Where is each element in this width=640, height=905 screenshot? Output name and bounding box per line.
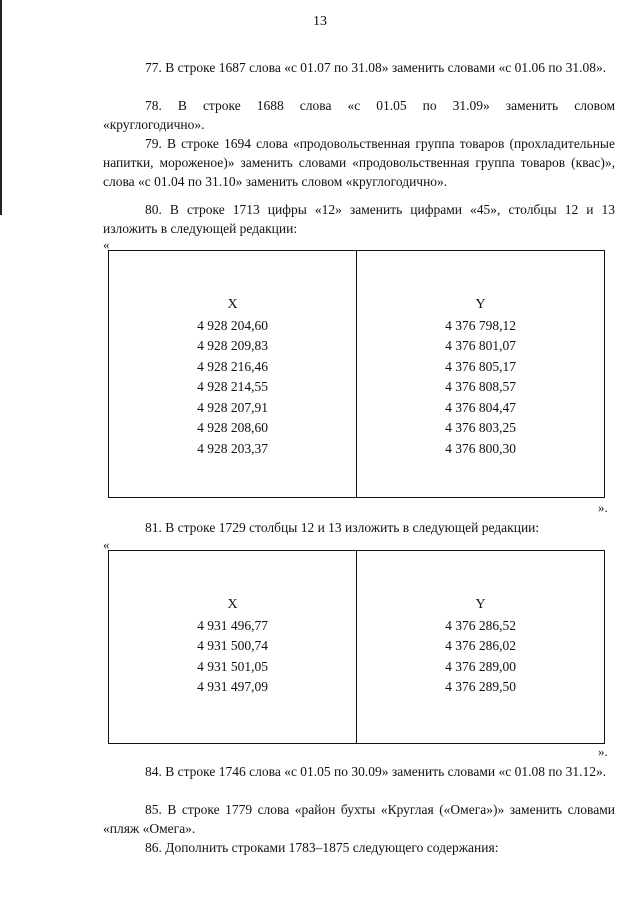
- table1-open-quote: «: [103, 237, 110, 252]
- page-number: 13: [313, 14, 327, 29]
- x-column-header: X: [227, 597, 238, 612]
- x-value: 4 928 204,60: [197, 317, 268, 333]
- y-value: 4 376 289,50: [445, 679, 516, 694]
- paragraph-77: 77. В строке 1687 слова «с 01.07 по 31.08» заменить словами «с 01.06 по 31.08».: [145, 60, 607, 75]
- x-column: [109, 551, 356, 743]
- paragraph-81: 81. В строке 1729 столбцы 12 и 13 изложить в следующей редакции:: [145, 520, 540, 535]
- x-value: 4 931 500,74: [197, 638, 268, 653]
- y-value: 4 376 286,02: [445, 638, 516, 653]
- y-column: [356, 251, 604, 497]
- x-value: 4 928 207,91: [197, 399, 268, 415]
- paragraph-80: 80. В строке 1713 цифры «12» заменить цифрами «45», столбцы 12 и 13 изложить в следующей редакции:: [103, 202, 615, 236]
- x-value: 4 931 497,09: [197, 679, 268, 694]
- x-value: 4 931 496,77: [197, 617, 268, 633]
- x-value: 4 928 214,55: [197, 379, 268, 394]
- y-value: 4 376 800,30: [445, 440, 516, 456]
- x-column: [109, 251, 356, 497]
- y-value: 4 376 804,47: [445, 399, 516, 415]
- y-value: 4 376 798,12: [445, 317, 516, 333]
- paragraph-79: 79. В строке 1694 слова «продовольственная группа товаров (прохладительные напитки, мороженое)» заменить словами «продовольственная группа товаров (квас)», слова «с 01.04 по 31.10» заменить словом «круглогодично».: [103, 136, 615, 189]
- paragraph-78: 78. В строке 1688 слова «с 01.05 по 31.09» заменить словом «круглогодично».: [103, 98, 615, 132]
- paragraph-84: 84. В строке 1746 слова «с 01.05 по 30.09» заменить словами «с 01.08 по 31.12».: [145, 764, 607, 779]
- paragraph-86: 86. Дополнить строками 1783–1875 следующего содержания:: [145, 840, 499, 855]
- y-value: 4 376 289,00: [445, 658, 516, 674]
- table1-close-quote: ».: [598, 500, 608, 515]
- x-value: 4 931 501,05: [197, 658, 268, 674]
- y-value: 4 376 805,17: [445, 358, 516, 374]
- x-value: 4 928 203,37: [197, 440, 268, 456]
- y-column-header: Y: [475, 597, 486, 612]
- coordinates-table-2: [108, 550, 605, 744]
- table2-open-quote: «: [103, 537, 110, 552]
- y-value: 4 376 808,57: [445, 379, 516, 394]
- x-column-header: X: [227, 297, 238, 312]
- x-value: 4 928 208,60: [197, 420, 268, 435]
- paragraph-85: 85. В строке 1779 слова «район бухты «Круглая («Омега»)» заменить словами «пляж «Омега».: [103, 802, 615, 836]
- y-value: 4 376 801,07: [445, 338, 516, 353]
- y-value: 4 376 286,52: [445, 617, 516, 633]
- y-value: 4 376 803,25: [445, 420, 516, 435]
- coordinates-table-1: [108, 250, 605, 498]
- y-column: [356, 551, 604, 743]
- table2-close-quote: ».: [598, 744, 608, 759]
- y-column-header: Y: [475, 297, 486, 312]
- left-margin-mark: [0, 0, 2, 215]
- x-value: 4 928 209,83: [197, 338, 268, 353]
- x-value: 4 928 216,46: [197, 358, 268, 374]
